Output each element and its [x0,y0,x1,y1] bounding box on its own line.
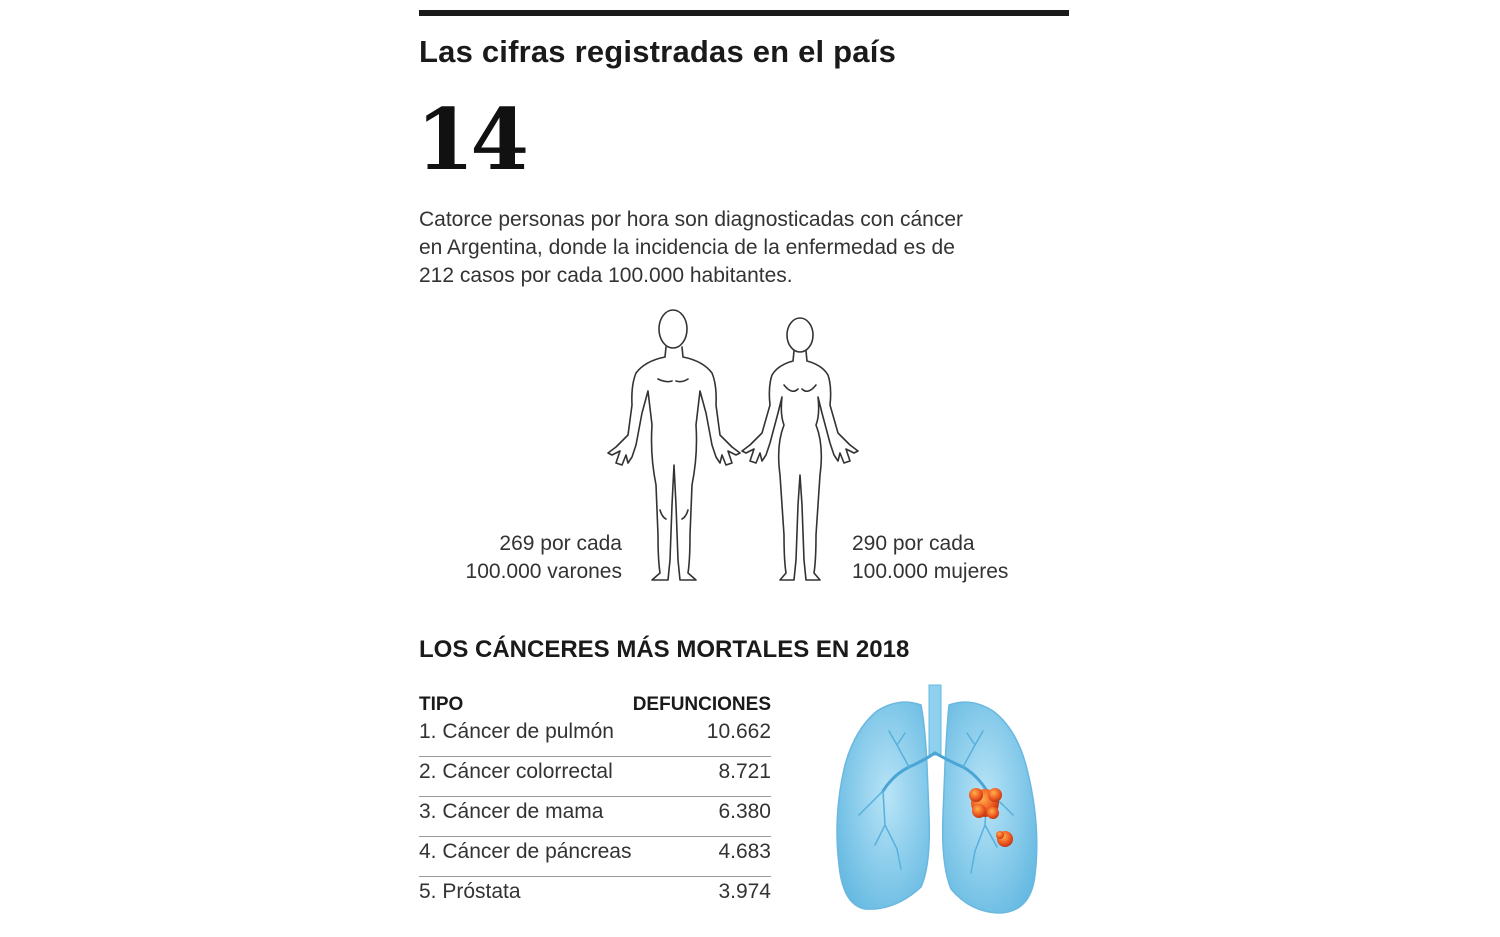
death-count: 10.662 [706,720,771,743]
human-body-outlines-icon [600,305,870,585]
highlight-text [419,206,1019,290]
men-incidence-line: 100.000 varones [465,560,622,583]
column-header-type: TIPO [419,694,464,715]
male-figure-icon [608,310,740,580]
section-title: LOS CÁNCERES MÁS MORTALES EN 2018 [419,636,910,663]
death-count: 4.683 [718,840,771,863]
cancer-type: 2. Cáncer colorrectal [419,760,613,783]
table-row [419,837,771,877]
highlight-number: 14 [416,90,525,189]
death-count: 3.974 [718,880,771,903]
table-row [419,877,771,917]
women-incidence-line: 100.000 mujeres [852,560,1009,583]
women-incidence-stat [852,530,1072,586]
top-rule [419,10,1069,16]
page-title: Las cifras registradas en el país [419,34,897,69]
table-row [419,717,771,757]
table-row [419,797,771,837]
column-header-deaths: DEFUNCIONES [632,694,771,715]
lungs-with-tumor-icon [805,665,1077,930]
highlight-line: Catorce personas por hora son diagnosticadas con cáncer [419,208,963,231]
highlight-line: 212 casos por cada 100.000 habitantes. [419,264,793,287]
cancer-type: 5. Próstata [419,880,521,903]
highlight-line: en Argentina, donde la incidencia de la enfermedad es de [419,236,955,259]
cancer-type: 3. Cáncer de mama [419,800,604,823]
death-count: 6.380 [718,800,771,823]
men-incidence-stat [420,530,622,586]
female-figure-icon [742,318,858,580]
deadliest-cancers-table [419,693,771,917]
death-count: 8.721 [718,760,771,783]
men-incidence-line: 269 por cada [499,532,622,555]
table-header [419,693,771,717]
cancer-type: 4. Cáncer de páncreas [419,840,632,863]
women-incidence-line: 290 por cada [852,532,975,555]
cancer-type: 1. Cáncer de pulmón [419,720,614,743]
table-row [419,757,771,797]
